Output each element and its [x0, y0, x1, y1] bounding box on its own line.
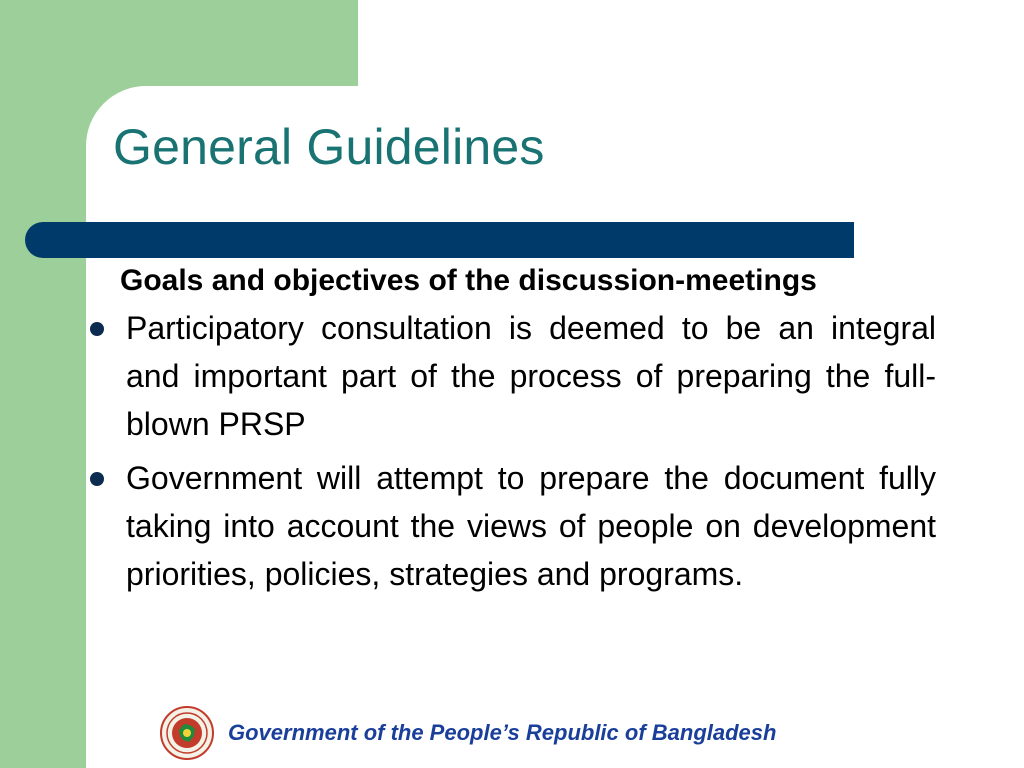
- bullet-dot-icon: [90, 472, 104, 486]
- bullet-list: [86, 304, 936, 598]
- bullet-item: [86, 304, 936, 448]
- title-underline-bar: [25, 222, 854, 258]
- slide-title: General Guidelines: [113, 119, 545, 175]
- bullet-dot-icon: [90, 322, 104, 336]
- bangladesh-government-seal-icon: [160, 706, 214, 760]
- subheading: Goals and objectives of the discussion-meetings: [120, 264, 817, 297]
- bullet-text: Participatory consultation is deemed to be an integral and important part of the process of preparing the full-blown PRSP: [126, 310, 936, 442]
- slide-body: [86, 258, 936, 604]
- footer: [160, 703, 776, 763]
- footer-text: Government of the People’s Republic of Bangladesh: [228, 720, 777, 745]
- white-top-area: [358, 0, 1024, 90]
- bullet-item: [86, 454, 936, 598]
- bullet-text: Government will attempt to prepare the document fully taking into account the views of people on development priorities, policies, strategies and programs.: [126, 460, 936, 592]
